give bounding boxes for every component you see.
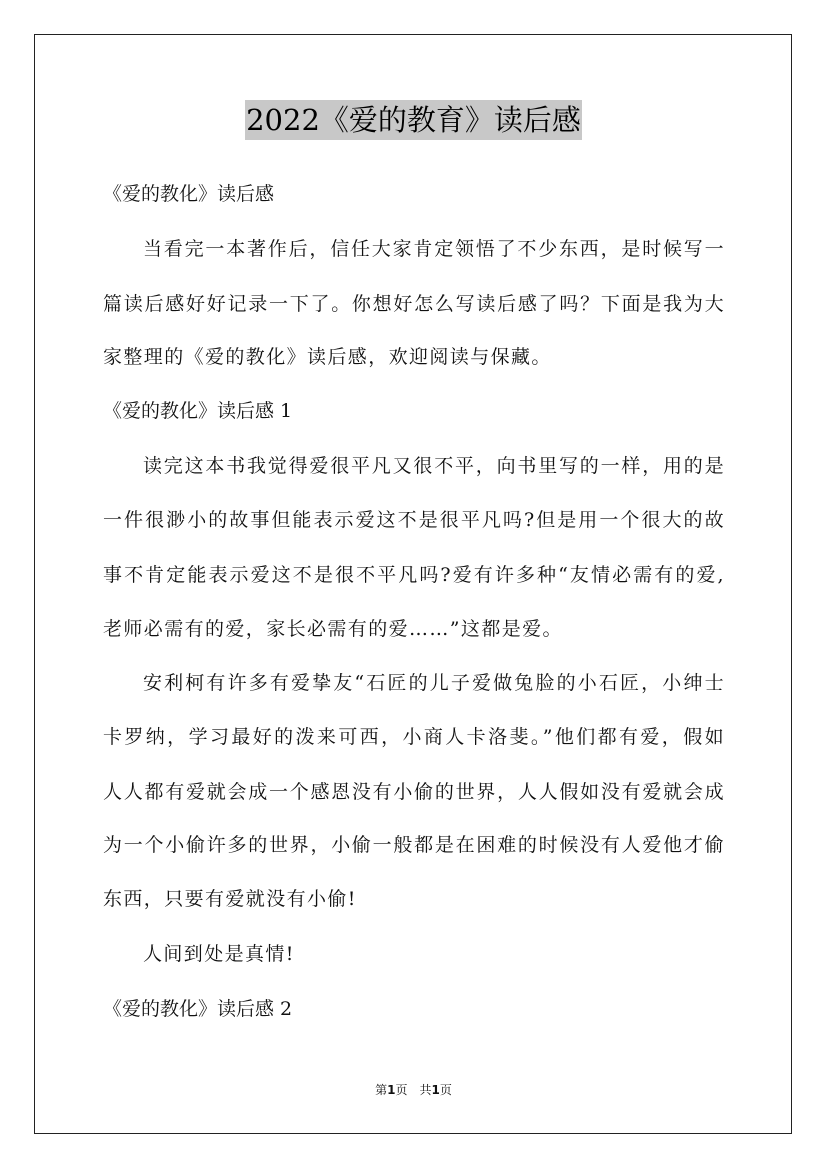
paragraph-1-line: 读完这本书我觉得爱很平凡又很不平，向书里写的一样，用的是 xyxy=(143,455,725,477)
paragraph-1-line: 老师必需有的爱，家长必需有的爱……”这都是爱。 xyxy=(103,618,563,640)
intro-line: 篇读后感好好记录一下了。你想好怎么写读后感了吗？下面是我为大 xyxy=(103,293,725,315)
paragraph-3-line: 人间到处是真情! xyxy=(143,943,295,965)
section-2-heading: 《爱的教化》读后感 2 xyxy=(103,998,293,1020)
paragraph-2-line: 卡罗纳，学习最好的泼来可西，小商人卡洛斐。”他们都有爱，假如 xyxy=(103,726,725,748)
paragraph-1-line: 事不肯定能表示爱这不是很不平凡吗?爱有许多种“友情必需有的爱, xyxy=(103,564,725,586)
footer-mid: 页 共 xyxy=(395,1083,432,1097)
footer-prefix: 第 xyxy=(375,1083,388,1097)
section-1-heading: 《爱的教化》读后感 1 xyxy=(103,400,293,422)
intro-heading: 《爱的教化》读后感 xyxy=(103,183,275,205)
paragraph-2-line: 安利柯有许多有爱挚友“石匠的儿子爱做兔脸的小石匠，小绅士 xyxy=(143,672,725,694)
intro-line: 家整理的《爱的教化》读后感，欢迎阅读与保藏。 xyxy=(103,346,552,368)
intro-line: 当看完一本著作后，信任大家肯定领悟了不少东西，是时候写一 xyxy=(143,238,725,260)
document-title: 2022《爱的教育》读后感 xyxy=(245,100,582,140)
footer-suffix: 页 xyxy=(439,1083,452,1097)
footer-total-pages: 1 xyxy=(431,1083,440,1097)
paragraph-2-line: 人人都有爱就会成一个感恩没有小偷的世界，人人假如没有爱就会成 xyxy=(103,781,725,803)
paragraph-1-line: 一件很渺小的故事但能表示爱这不是很平凡吗?但是用一个很大的故 xyxy=(103,509,725,531)
page-footer xyxy=(0,1082,827,1098)
paragraph-2-line: 东西，只要有爱就没有小偷! xyxy=(103,888,357,910)
footer-page-number: 1 xyxy=(387,1083,396,1097)
paragraph-2-line: 为一个小偷许多的世界，小偷一般都是在困难的时候没有人爱他才偷 xyxy=(103,834,725,856)
